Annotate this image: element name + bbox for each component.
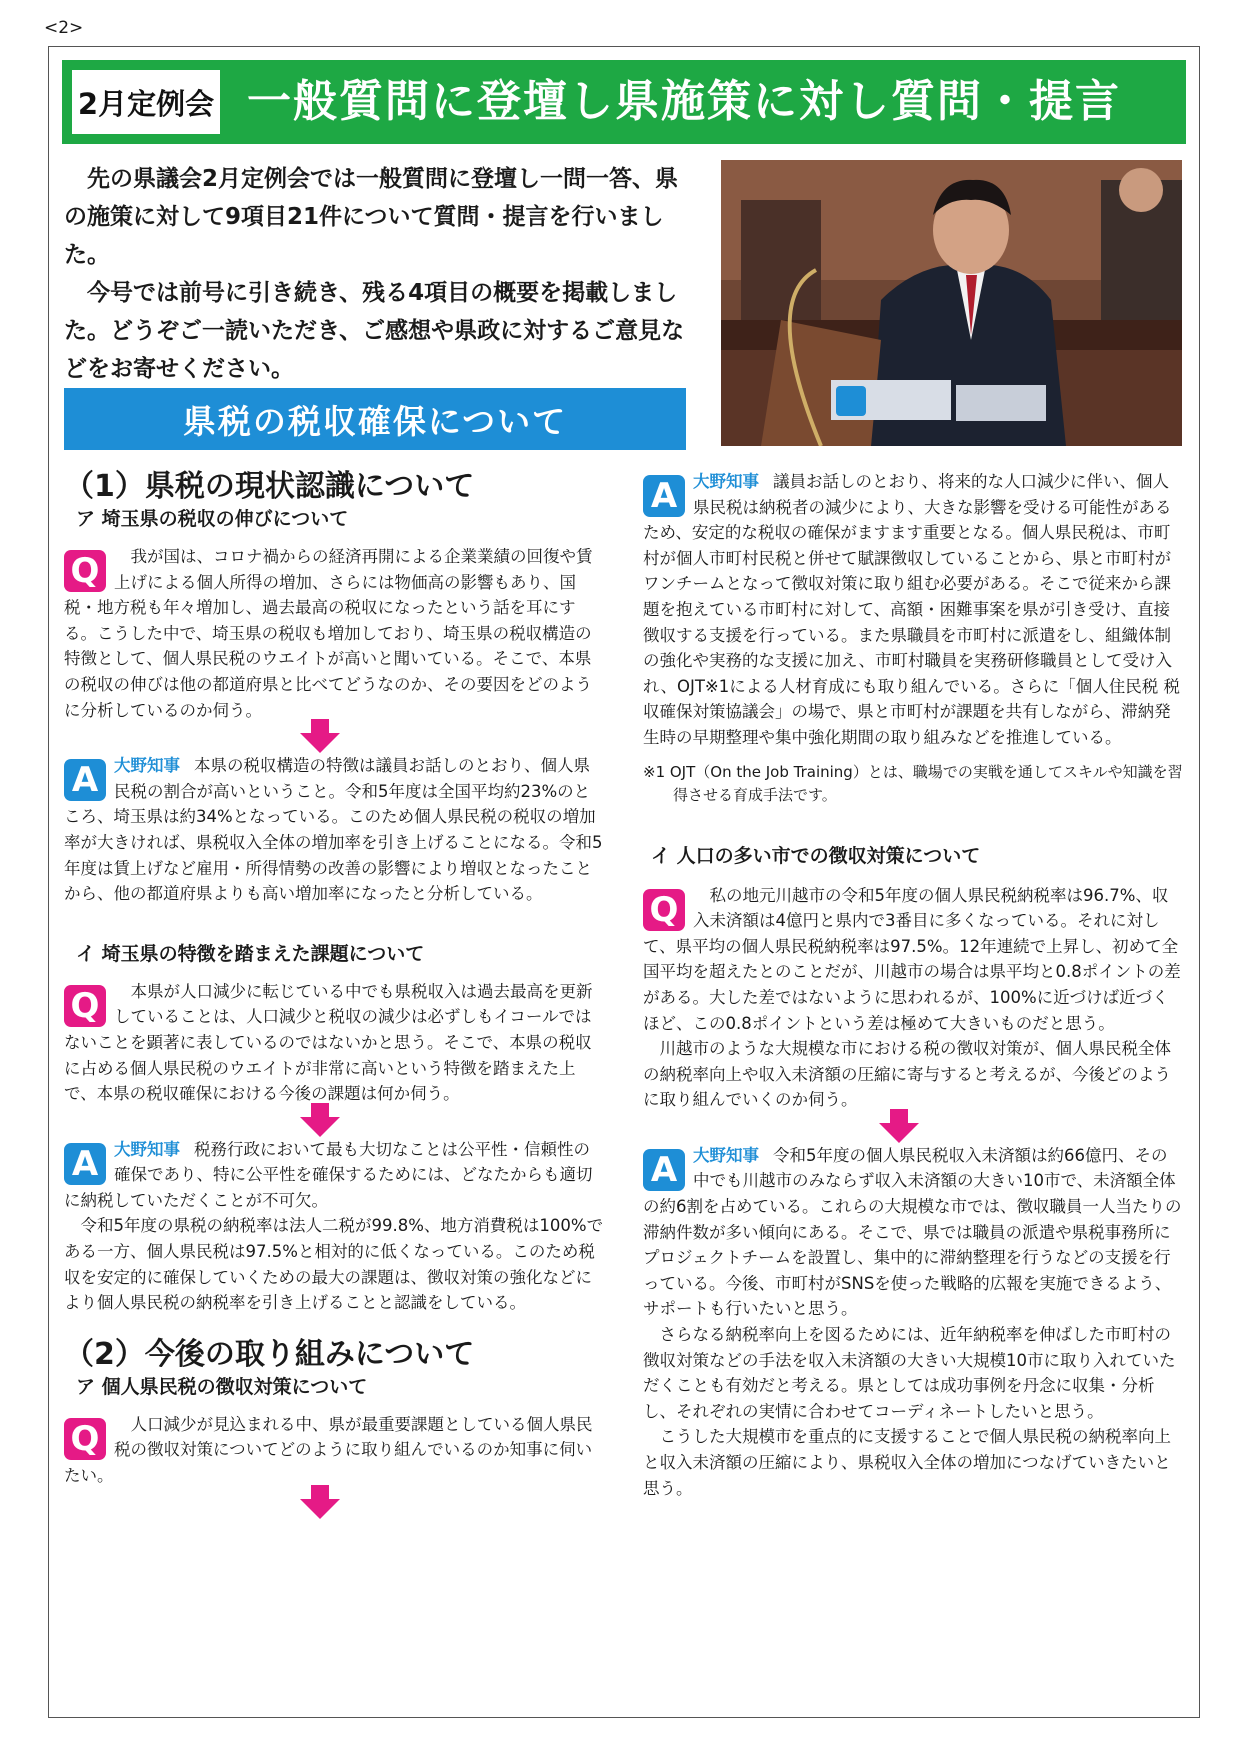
- question-badge: Q: [64, 550, 106, 592]
- subheading-large-cities: イ 人口の多い市での徴収対策について: [651, 844, 981, 867]
- answer-4-text: 令和5年度の個人県民税収入未済額は約66億円、その中でも川越市のみならず収入未済額の大きい10市で、未済額全体の約6割を占めている。これらの大規模な市では、徴収職員一人当たりの滞納件数が多い傾向にある。そこで、県では職員の派遣や県税事務所にプロジェクトチームを設置し、集中的に滞納整理を行うなどの支援を行っている。今後、市町村がSNSを使った戦略的広報を実施できるよう、サポートも行いたいと思う。: [643, 1145, 1182, 1319]
- answer-4-text-2: さらなる納税率向上を図るためには、近年納税率を伸ばした市町村の徴収対策などの手法を収入未済額の大きい大規模10市に取り入れていただくことも有効だと考える。県としては成功事例を丹念に収集・分析し、それぞれの実情に合わせてコーディネートしたいと思う。: [643, 1325, 1176, 1421]
- answer-4-text-3: こうした大規模市を重点的に支援することで個人県民税の納税率向上と収入未済額の圧縮により、県税収入全体の増加につなげていきたいと思う。: [643, 1427, 1171, 1498]
- answer-badge: A: [643, 1149, 685, 1191]
- question-1: [64, 544, 604, 723]
- photo-illustration: [721, 160, 1182, 446]
- question-3: [64, 1412, 604, 1489]
- question-4-text-2: 川越市のような大規模な市における税の徴収対策が、個人県民税全体の納税率向上や収入未済額の圧縮に寄与すると考えるが、今後どのように取り組んでいくのか伺う。: [643, 1039, 1171, 1110]
- answer-2: [64, 1137, 604, 1316]
- answer-badge: A: [64, 1143, 106, 1185]
- answer-1: [64, 753, 604, 907]
- answer-1-text: 本県の税収構造の特徴は議員お話しのとおり、個人県民税の割合が高いということ。令和5年度は全国平均約23%のところ、埼玉県は約34%となっている。このため個人県民税の税収の増加率が大きければ、県税収入全体の増加率を引き上げることになる。令和5年度は賃上げなど雇用・所得情勢の改善の影響により増収となったことから、他の都道府県よりも高い増加率になったと分析している。: [64, 756, 603, 904]
- question-badge: Q: [643, 889, 685, 931]
- question-4: [643, 883, 1183, 1113]
- intro-text: [64, 160, 694, 388]
- answer-speaker: 大野知事: [114, 1139, 180, 1159]
- answer-speaker: 大野知事: [114, 756, 180, 776]
- question-2-text: 本県が人口減少に転じている中でも県税収入は過去最高を更新していることは、人口減少と税収の減少は必ずしもイコールではないことを顕著に表しているのではないかと思う。そこで、本県の税収に占める個人県民税のウエイトが非常に高いという特徴を踏まえた上で、本県の税収確保における今後の課題は何か伺う。: [64, 981, 593, 1104]
- question-3-text: 人口減少が見込まれる中、県が最重要課題としている個人県民税の徴収対策についてどのように取り組んでいるのか知事に伺いたい。: [64, 1414, 593, 1486]
- answer-speaker: 大野知事: [693, 472, 759, 491]
- question-2: [64, 979, 604, 1107]
- answer-2-text: 税務行政において最も大切なことは公平性・信頼性の確保であり、特に公平性を確保するためには、どなたからも適切に納税していただくことが不可欠。: [64, 1139, 593, 1210]
- answer-badge: A: [64, 759, 106, 801]
- right-column: [643, 469, 1183, 1501]
- intro-paragraph-1: 先の県議会2月定例会では一般質問に登壇し一問一答、県の施策に対して9項目21件について質問・提言を行いました。: [64, 166, 679, 268]
- heading-future-efforts: （2）今後の取り組みについて: [64, 1336, 475, 1372]
- down-arrow-icon: [643, 1113, 1183, 1143]
- photo-governor-speaking: [721, 160, 1182, 446]
- down-arrow-icon: [64, 723, 604, 753]
- page-number: <2>: [44, 18, 84, 38]
- footnote-ojt: ※1 OJT（On the Job Training）とは、職場での実戦を通してスキルや知識を習得させる育成手法です。: [643, 762, 1183, 804]
- down-arrow-icon: [64, 1107, 604, 1137]
- heading-current-status: （1）県税の現状認識について: [64, 469, 475, 504]
- intro-paragraph-2: 今号では前号に引き続き、残る4項目の概要を掲載しました。どうぞご一読いただき、ご感想や県政に対するご意見などをお寄せください。: [64, 280, 685, 382]
- down-arrow-icon: [64, 1489, 604, 1519]
- section-heading: 県税の税収確保について: [64, 388, 686, 450]
- subheading-tax-growth: ア 埼玉県の税収の伸びについて: [76, 508, 349, 530]
- question-badge: Q: [64, 985, 106, 1027]
- answer-speaker: 大野知事: [693, 1145, 759, 1165]
- page-title: 一般質問に登壇し県施策に対し質問・提言: [247, 76, 1121, 127]
- subheading-collection: ア 個人県民税の徴収対策について: [76, 1375, 368, 1398]
- answer-2-text-2: 令和5年度の県税の納税率は法人二税が99.8%、地方消費税は100%である一方、個人県民税は97.5%と相対的に低くなっている。このため税収を安定的に確保していくための最大の課題は、徴収対策の強化などにより個人県民税の納税率を引き上げることと認識をしている。: [64, 1216, 604, 1313]
- question-badge: Q: [64, 1418, 106, 1460]
- subheading-issues: イ 埼玉県の特徴を踏まえた課題について: [76, 942, 425, 965]
- left-column: [64, 468, 604, 1519]
- session-tag: 2月定例会: [70, 68, 222, 136]
- answer-3-text: 議員お話しのとおり、将来的な人口減少に伴い、個人県民税は納税者の減少により、大きな影響を受ける可能性があるため、安定的な税収の確保がますます重要となる。個人県民税は、市町村が個人市町村民税と併せて賦課徴収していることから、県と市町村がワンチームとなって徴収対策に取り組む必要がある。そこで従来から課題を抱えている市町村に対して、高額・困難事案を県が引き受け、直接徴収する支援を行っている。また県職員を市町村に派遣をし、組織体制の強化や実務的な支援に加え、市町村職員を実務研修職員として受け入れ、OJT※1による人材育成にも取り組んでいる。さらに「個人住民税 税収確保対策協議会」の場で、県と市町村が課題を共有しながら、滞納発生時の早期整理や集中強化期間の取り組みなどを推進している。: [643, 472, 1180, 747]
- answer-3: [643, 469, 1183, 751]
- answer-4: [643, 1143, 1183, 1501]
- question-1-text: 我が国は、コロナ禍からの経済再開による企業業績の回復や賃上げによる個人所得の増加、さらには物価高の影響もあり、国税・地方税も年々増加し、過去最高の税収になったという話を耳にする。こうした中で、埼玉県の税収も増加しており、埼玉県の税収構造の特徴として、個人県民税のウエイトが高いと聞いている。そこで、本県の税収の伸びは他の都道府県と比べてどうなのか、その要因をどのように分析しているのか伺う。: [64, 547, 593, 720]
- question-4-text: 私の地元川越市の令和5年度の個人県民税納税率は96.7%、収入未済額は4億円と県内で3番目に多くなっている。それに対して、県平均の個人県民税納税率は97.5%。12年連続で上昇し、初めて全国平均を超えたとのことだが、川越市の場合は県平均と0.8ポイントの差がある。大した差ではないように思われるが、100%に近づけば近づくほど、この0.8ポイントという差は極めて大きいものだと思う。: [643, 885, 1181, 1033]
- header-banner: [62, 60, 1186, 144]
- answer-badge: A: [643, 475, 685, 517]
